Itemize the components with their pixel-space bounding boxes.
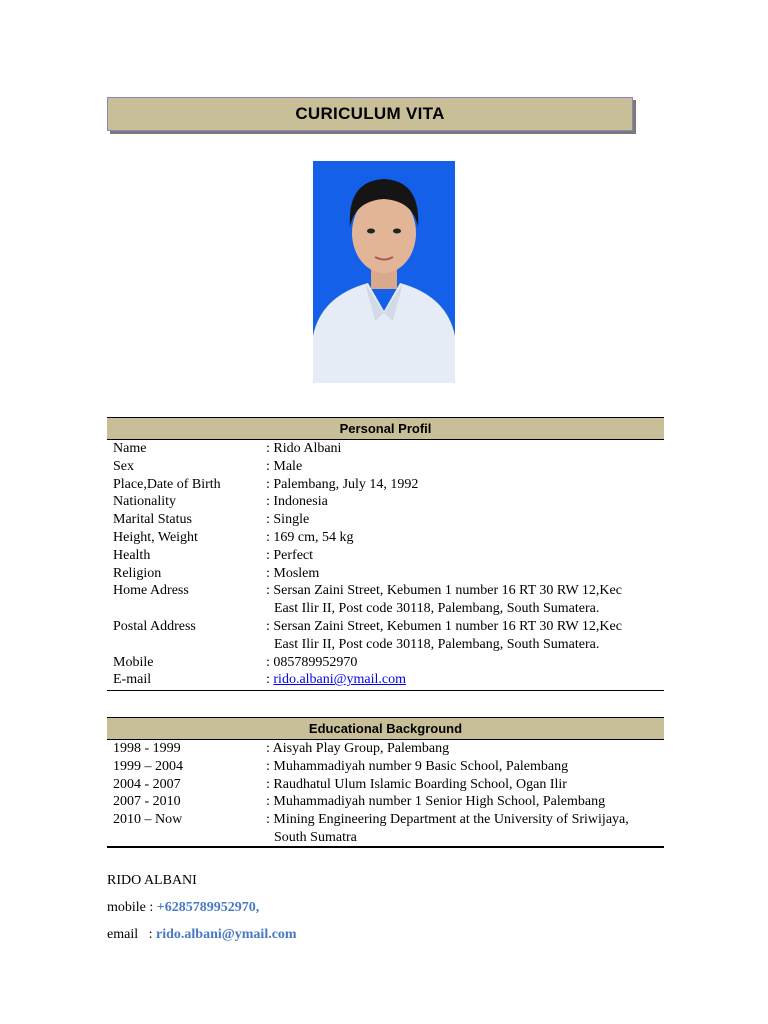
- personal-row: [107, 476, 664, 494]
- field-value-continuation: East Ilir II, Post code 30118, Palembang, South Sumatera.: [274, 601, 600, 617]
- school-value-continuation: South Sumatra: [274, 829, 357, 845]
- period-label: 2004 - 2007: [113, 776, 181, 792]
- field-label: Sex: [113, 458, 134, 474]
- footer-mobile-label: mobile :: [107, 900, 157, 915]
- field-value: : Male: [266, 458, 303, 474]
- personal-bottom-rule: [107, 690, 664, 691]
- education-row: [107, 811, 664, 847]
- field-label: Mobile: [113, 654, 154, 670]
- field-value-line: : Sersan Zaini Street, Kebumen 1 number 16 RT 30 RW 12,Kec: [266, 618, 622, 634]
- personal-row: [107, 547, 664, 565]
- cv-title: CURICULUM VITA: [107, 97, 633, 131]
- field-label: Place,Date of Birth: [113, 476, 221, 492]
- personal-row: [107, 440, 664, 458]
- personal-row: [107, 458, 664, 476]
- field-label: Height, Weight: [113, 529, 198, 545]
- field-value-line: : Sersan Zaini Street, Kebumen 1 number 16 RT 30 RW 12,Kec: [266, 583, 622, 599]
- footer-email-value[interactable]: rido.albani@ymail.com: [156, 927, 297, 942]
- personal-profile-list: [107, 440, 664, 689]
- school-value-line: : Mining Engineering Department at the University of Sriwijaya,: [266, 812, 629, 828]
- personal-row: [107, 511, 664, 529]
- education-row: [107, 793, 664, 811]
- field-label: Marital Status: [113, 512, 192, 528]
- field-value: : Palembang, July 14, 1992: [266, 476, 419, 492]
- education-bottom-rule: [107, 846, 664, 848]
- profile-photo: [313, 161, 455, 383]
- personal-row: [107, 565, 664, 583]
- school-value: : Aisyah Play Group, Palembang: [266, 741, 450, 756]
- field-value: : Moslem: [266, 565, 320, 581]
- email-link[interactable]: rido.albani@ymail.com: [273, 672, 407, 688]
- education-row: [107, 776, 664, 794]
- personal-row: [107, 582, 664, 618]
- field-value: [266, 582, 664, 618]
- period-label: 2010 – Now: [113, 812, 183, 828]
- field-value-continuation: East Ilir II, Post code 30118, Palembang, South Sumatera.: [274, 636, 600, 652]
- footer-email-label: email :: [107, 927, 156, 942]
- field-label: Nationality: [113, 494, 176, 510]
- footer-email: [107, 927, 297, 943]
- field-value: : Rido Albani: [266, 441, 342, 456]
- footer-mobile-value[interactable]: +6285789952970,: [156, 900, 260, 915]
- personal-row: [107, 654, 664, 672]
- field-value: : 085789952970: [266, 654, 358, 670]
- footer-name: RIDO ALBANI: [107, 873, 197, 888]
- personal-row: [107, 529, 664, 547]
- field-label: Health: [113, 547, 151, 563]
- education-row: [107, 758, 664, 776]
- education-list: [107, 740, 664, 847]
- school-value: : Muhammadiyah number 9 Basic School, Palembang: [266, 758, 569, 774]
- field-value: : 169 cm, 54 kg: [266, 529, 354, 545]
- school-value: : Muhammadiyah number 1 Senior High School, Palembang: [266, 794, 606, 810]
- school-value: [266, 811, 664, 847]
- field-label: Religion: [113, 565, 162, 581]
- period-label: 1999 – 2004: [113, 758, 183, 774]
- footer-mobile: [107, 900, 259, 916]
- period-label: 2007 - 2010: [113, 794, 181, 810]
- field-label: Home Adress: [113, 583, 189, 599]
- field-value: : Indonesia: [266, 494, 328, 510]
- personal-profile-heading: Personal Profil: [107, 417, 664, 440]
- field-label: Postal Address: [113, 618, 196, 634]
- field-value: [266, 671, 664, 689]
- email-prefix: :: [266, 672, 274, 688]
- personal-row: [107, 671, 664, 689]
- period-label: 1998 - 1999: [113, 741, 181, 756]
- field-value: : Single: [266, 512, 310, 528]
- field-label: E-mail: [113, 672, 152, 688]
- field-label: Name: [113, 441, 147, 456]
- education-row: [107, 740, 664, 758]
- personal-row: [107, 493, 664, 511]
- field-value: [266, 618, 664, 654]
- field-value: : Perfect: [266, 547, 314, 563]
- school-value: : Raudhatul Ulum Islamic Boarding School, Ogan Ilir: [266, 776, 567, 792]
- personal-row: [107, 618, 664, 654]
- education-heading: Educational Background: [107, 717, 664, 740]
